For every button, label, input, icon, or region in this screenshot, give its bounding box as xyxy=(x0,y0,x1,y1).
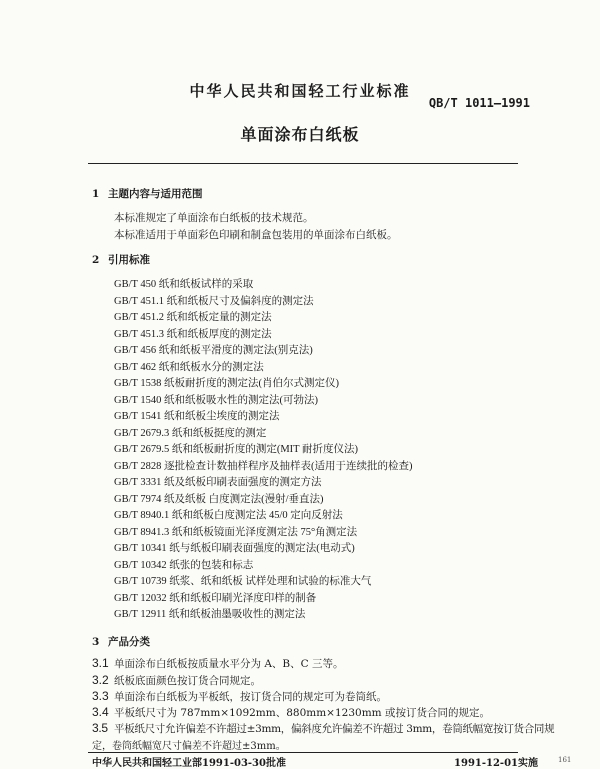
reference-item: GB/T 462 纸和纸板水分的测定法 xyxy=(114,362,264,373)
section-number: 3 xyxy=(92,636,100,648)
section-number: 1 xyxy=(92,188,100,200)
reference-item: GB/T 2679.5 纸和纸板耐折度的测定(MIT 耐折度仪法) xyxy=(114,444,359,455)
clause-text: 平板纸尺寸允许偏差不许超过±3mm，偏斜度允许偏差不许超过 3mm，卷筒纸幅宽按订货合同规 xyxy=(114,723,555,735)
clause-number: 3.3 xyxy=(92,689,109,703)
reference-item: GB/T 2828 逐批检查计数抽样程序及抽样表(适用于连续批的检查) xyxy=(114,461,413,472)
reference-item: GB/T 1538 纸板耐折度的测定法(肖伯尔式测定仪) xyxy=(114,378,339,389)
section-number: 2 xyxy=(92,254,100,266)
reference-item: GB/T 2679.3 纸和纸板挺度的测定 xyxy=(114,428,267,439)
clause-text: 单面涂布白纸板为平板纸，按订货合同的规定可为卷筒纸。 xyxy=(114,691,387,703)
section-2-heading xyxy=(92,252,150,267)
reference-item: GB/T 7974 纸及纸板 白度测定法(漫射/垂直法) xyxy=(114,494,324,505)
reference-item: GB/T 8940.1 纸和纸板白度测定法 45/0 定向反射法 xyxy=(114,510,343,521)
clause-item xyxy=(92,721,554,736)
reference-item: GB/T 12032 纸和纸板印刷光泽度印样的制备 xyxy=(114,593,317,604)
clause-item xyxy=(92,656,344,671)
footer-divider xyxy=(88,752,518,753)
clause-continuation: 定，卷筒纸幅宽尺寸偏差不许超过±3mm。 xyxy=(92,741,286,752)
clause-text: 平板纸尺寸为 787mm×1092mm、880mm×1230mm 或按订货合同的规定。 xyxy=(114,707,490,719)
reference-item: GB/T 3331 纸及纸板印刷表面强度的测定方法 xyxy=(114,477,322,488)
reference-item: GB/T 10739 纸浆、纸和纸板 试样处理和试验的标准大气 xyxy=(114,576,372,587)
reference-item: GB/T 451.3 纸和纸板厚度的测定法 xyxy=(114,329,272,340)
section-title: 主题内容与适用范围 xyxy=(108,188,203,200)
reference-item: GB/T 10342 纸张的包装和标志 xyxy=(114,560,254,571)
reference-item: GB/T 456 纸和纸板平滑度的测定法(别克法) xyxy=(114,345,313,356)
reference-item: GB/T 1540 纸和纸板吸水性的测定法(可勃法) xyxy=(114,395,318,406)
clause-item xyxy=(92,705,490,720)
page-number: 161 xyxy=(558,756,572,764)
clause-item xyxy=(92,689,387,704)
effective-date: 1991-12-01实施 xyxy=(454,758,538,769)
clause-number: 3.5 xyxy=(92,721,108,735)
reference-item: GB/T 12911 纸和纸板油墨吸收性的测定法 xyxy=(114,609,306,620)
approval-date: 中华人民共和国轻工业部1991-03-30批准 xyxy=(92,758,286,769)
clause-text: 单面涂布白纸板按质量水平分为 A、B、C 三等。 xyxy=(114,658,344,670)
header-divider xyxy=(88,163,518,164)
paragraph: 本标准规定了单面涂布白纸板的技术规范。 xyxy=(114,212,314,224)
reference-item: GB/T 8941.3 纸和纸板镜面光泽度测定法 75°角测定法 xyxy=(114,527,358,538)
section-1-heading xyxy=(92,186,203,201)
issuing-body: 中华人民共和国轻工行业标准 xyxy=(189,82,411,100)
clause-number: 3.4 xyxy=(92,705,109,719)
standard-code: QB/T 1011—1991 xyxy=(428,96,530,110)
section-title: 引用标准 xyxy=(108,254,150,266)
reference-item: GB/T 451.2 纸和纸板定量的测定法 xyxy=(114,312,272,323)
section-title: 产品分类 xyxy=(108,636,150,648)
reference-item: GB/T 10341 纸与纸板印刷表面强度的测定法(电动式) xyxy=(114,543,355,554)
reference-item: GB/T 450 纸和纸板试样的采取 xyxy=(114,279,254,290)
paragraph: 本标准适用于单面彩色印刷和制盒包装用的单面涂布白纸板。 xyxy=(114,229,398,241)
clause-number: 3.1 xyxy=(92,656,109,670)
clause-text: 纸板底面颜色按订货合同规定。 xyxy=(114,675,261,687)
clause-item xyxy=(92,673,261,688)
reference-item: GB/T 451.1 纸和纸板尺寸及偏斜度的测定法 xyxy=(114,296,314,307)
reference-item: GB/T 1541 纸和纸板尘埃度的测定法 xyxy=(114,411,280,422)
section-3-heading xyxy=(92,634,150,649)
clause-number: 3.2 xyxy=(92,673,109,687)
page-title: 单面涂布白纸板 xyxy=(240,125,360,144)
